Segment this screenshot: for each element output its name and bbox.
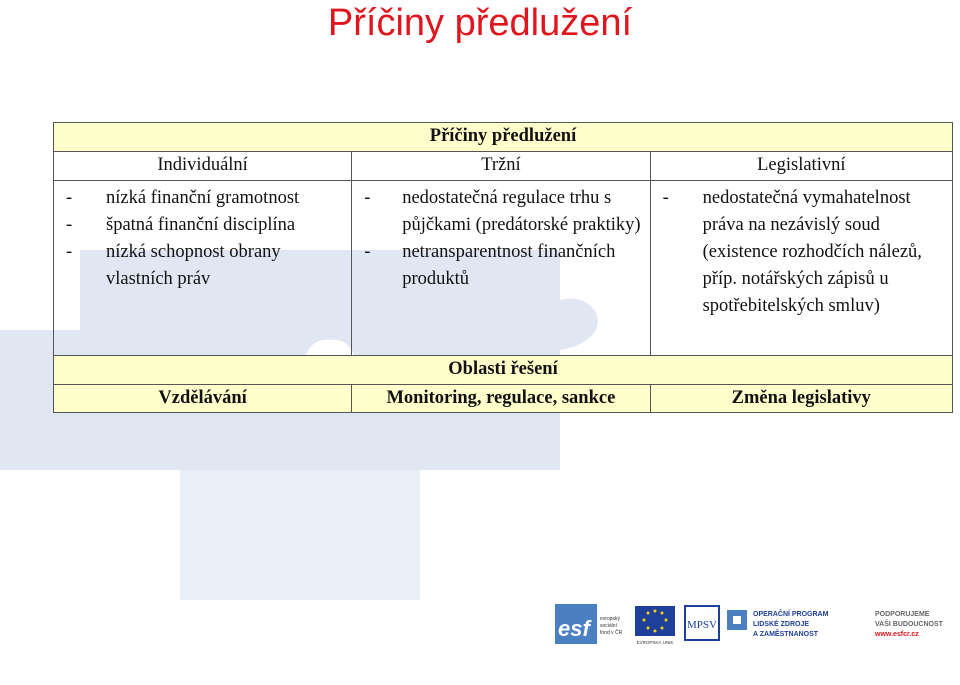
op-lzz-logo — [727, 609, 829, 638]
column-header-individualni: Individuální — [54, 152, 352, 181]
list-item: - netransparentnost finančních produktů — [358, 239, 643, 293]
op-line-3: A ZAMĚSTNANOST — [753, 631, 819, 638]
esf-logo — [555, 604, 623, 644]
column-header-trzni: Tržní — [352, 152, 650, 181]
solution-monitoring: Monitoring, regulace, sankce — [352, 385, 650, 413]
support-line-2: VAŠI BUDOUCNOST — [875, 621, 943, 628]
support-text — [874, 611, 944, 638]
solution-zmena-legislativy: Změna legislativy — [650, 385, 952, 413]
solutions-header: Oblasti řešení — [54, 356, 953, 385]
mpsv-logo — [685, 606, 719, 640]
support-line-1: PODPORUJEME — [875, 611, 930, 618]
legislativni-cell — [650, 181, 952, 356]
list-item: - nízká schopnost obrany vlastních práv — [60, 239, 345, 293]
list-item: - nedostatečná vymahatelnost práva na nezávislý soud (existence rozhodčích nálezů, příp. notářských zápisů u spotřebitelských smluv) — [657, 185, 946, 320]
list-item: - nedostatečná regulace trhu s půjčkami (predátorské praktiky) — [358, 185, 643, 239]
support-line-3: www.esfcr.cz — [875, 631, 919, 638]
esf-text-2: sociální — [600, 623, 617, 629]
list-item: - nízká finanční gramotnost — [60, 185, 345, 212]
causes-table — [53, 122, 953, 413]
esf-text-1: evropský — [600, 616, 621, 622]
eu-flag-logo — [635, 606, 675, 645]
trzni-cell — [352, 181, 650, 356]
slide-title: Příčiny předlužení — [327, 2, 633, 44]
column-header-legislativni: Legislativní — [650, 152, 952, 181]
op-line-1: OPERAČNÍ PROGRAM — [753, 611, 829, 618]
esf-text-3: fond v ČR — [600, 630, 623, 636]
solution-vzdelavani: Vzdělávání — [54, 385, 352, 413]
list-item: - špatná finanční disciplína — [60, 212, 345, 239]
individualni-cell — [54, 181, 352, 356]
mpsv-label: MPSV — [687, 619, 717, 631]
eu-label: EVROPSKÁ UNIE — [636, 640, 674, 645]
table-header: Příčiny předlužení — [54, 123, 953, 152]
svg-text:esf: esf — [558, 616, 590, 641]
op-line-2: LIDSKÉ ZDROJE — [753, 621, 810, 628]
logo-strip — [555, 600, 955, 650]
